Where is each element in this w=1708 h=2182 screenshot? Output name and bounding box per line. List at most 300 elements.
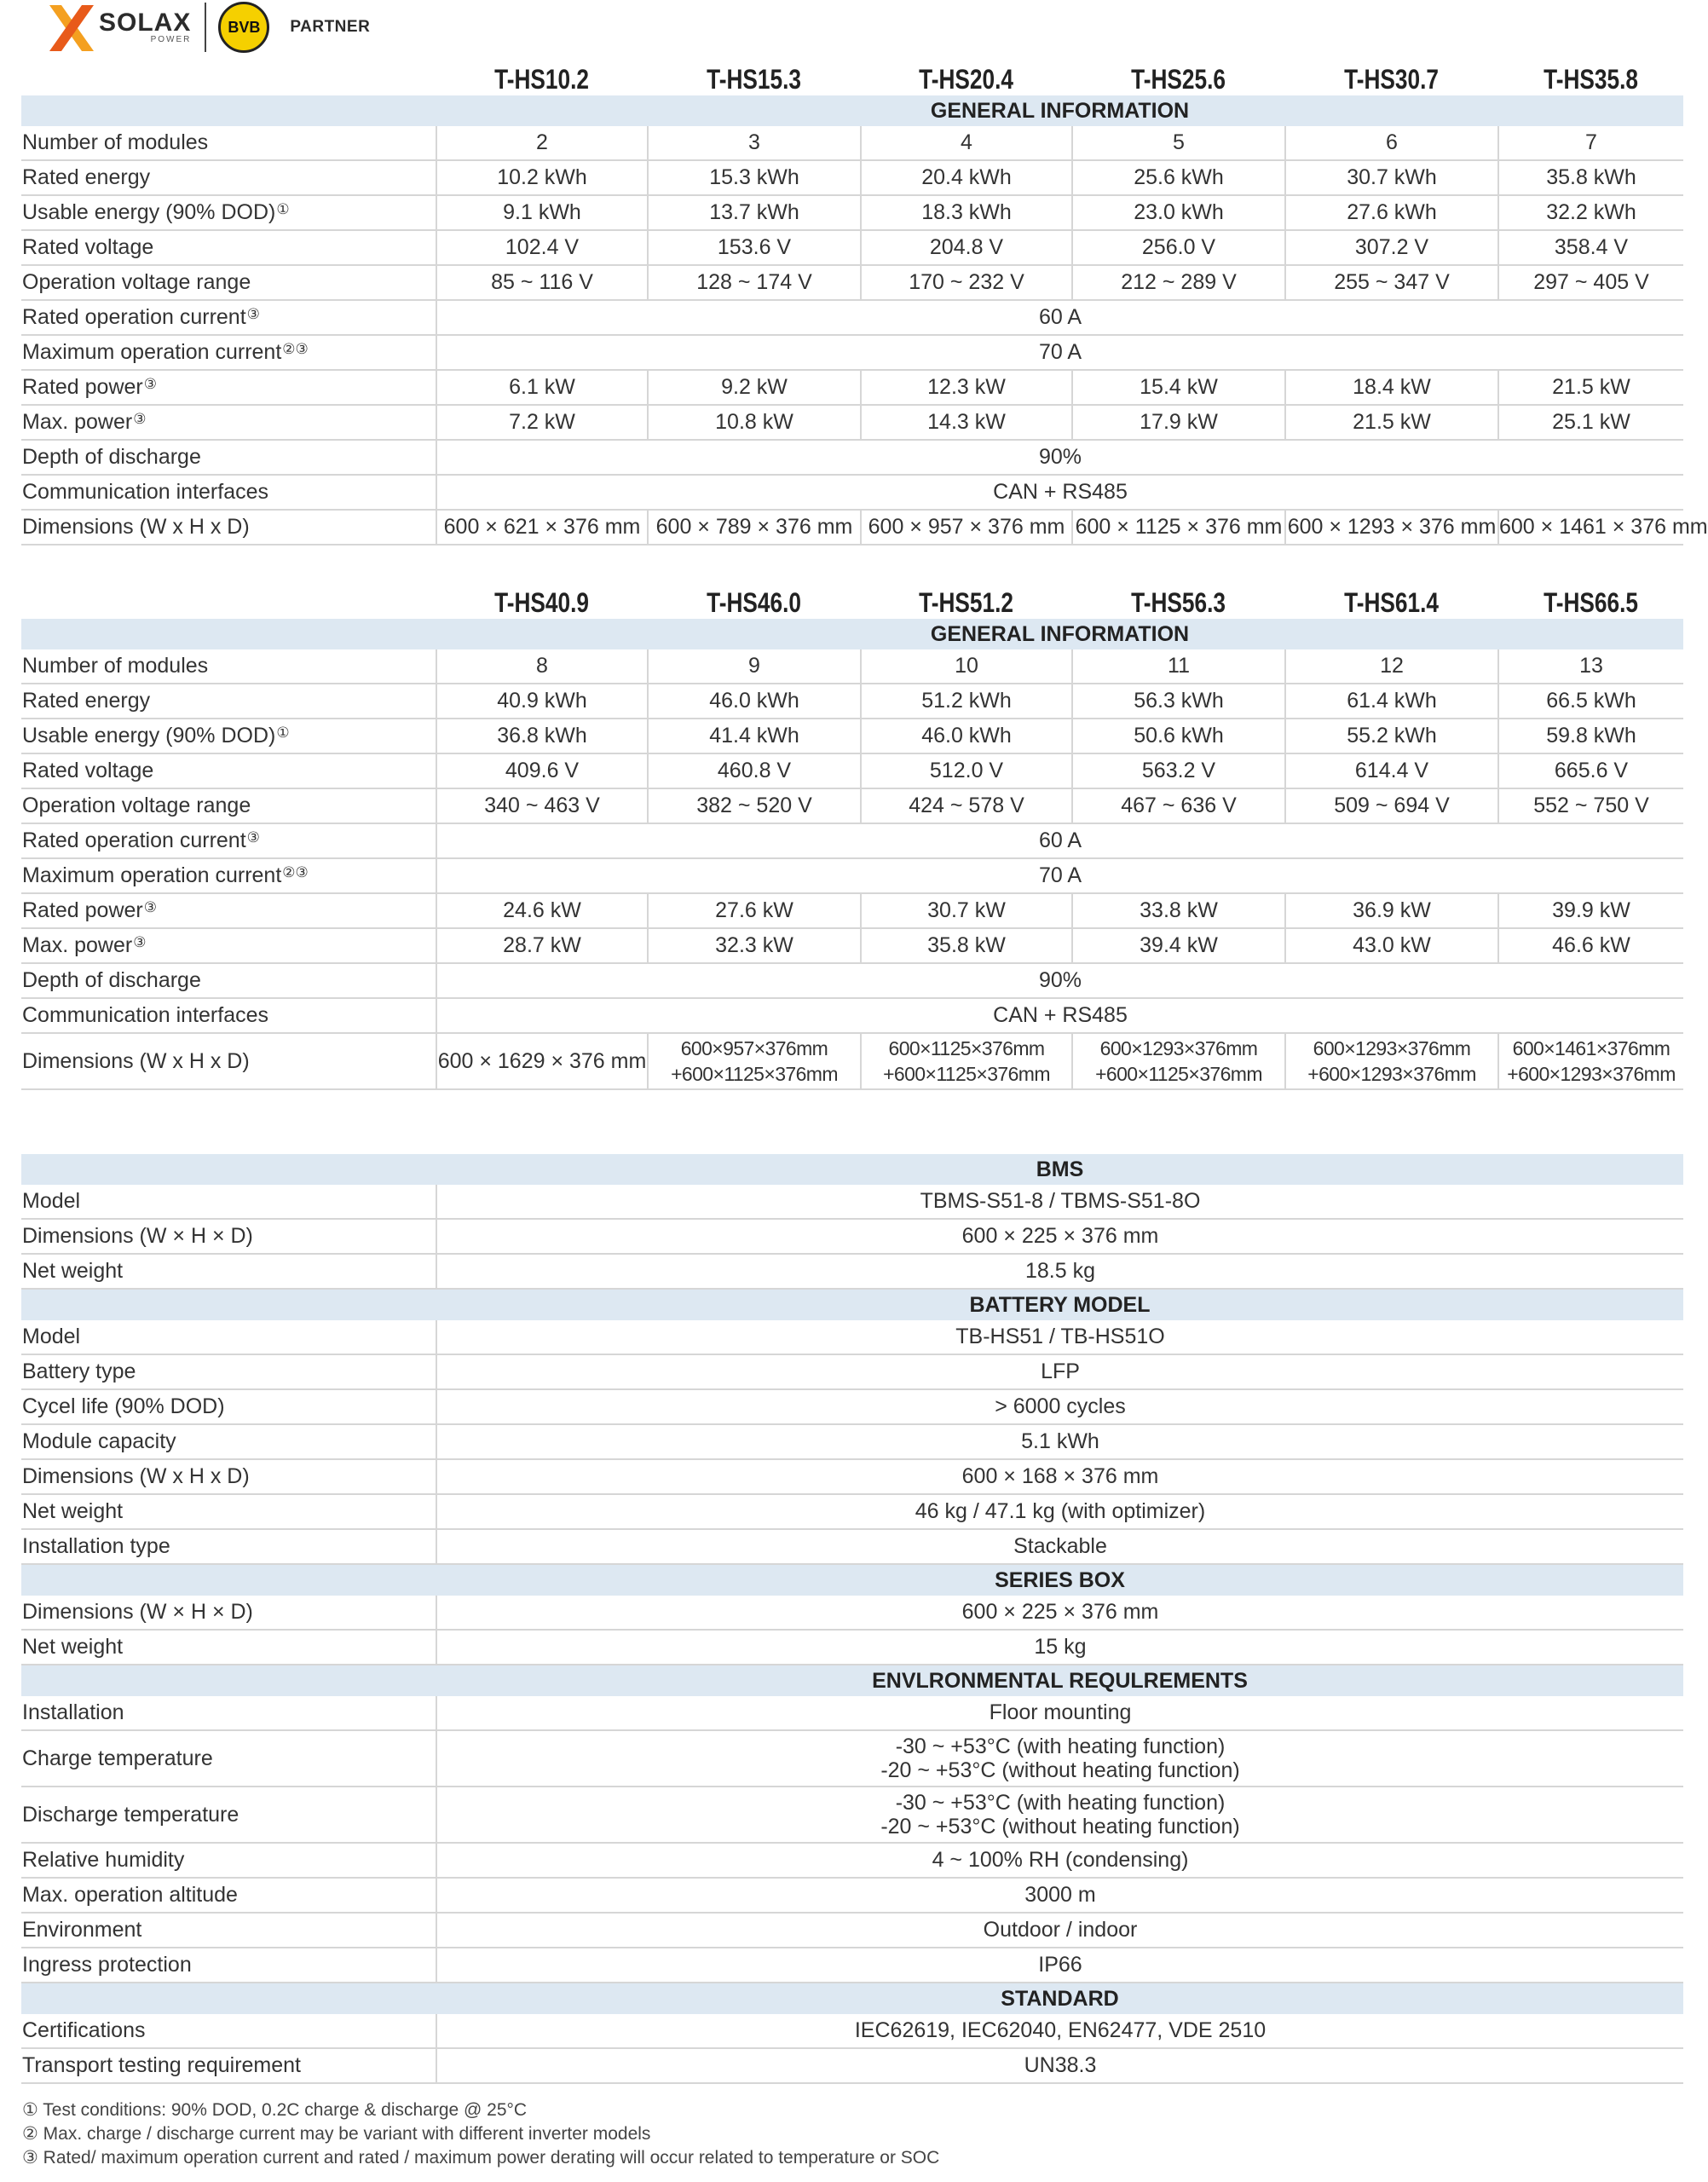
label-text: Rated power [22, 898, 143, 922]
row-value: 28.7 kW [436, 928, 648, 963]
row-value: 6 [1285, 126, 1498, 160]
table-row [21, 1948, 1683, 1983]
footnote: ② Max. charge / discharge current may be variant with different inverter models [22, 2124, 651, 2144]
label-text: Dimensions (W x H x D) [22, 1464, 250, 1488]
footnote-ref: ③ [143, 899, 157, 915]
table-row [21, 1787, 1683, 1843]
row-value: 21.5 kW [1498, 370, 1683, 405]
table-row [21, 788, 1683, 823]
row-label [21, 649, 436, 684]
footnote-ref: ③ [143, 376, 157, 392]
row-value: 7 [1498, 126, 1683, 160]
row-label [21, 1494, 436, 1529]
table-row [21, 265, 1683, 300]
row-value: 460.8 V [648, 753, 861, 788]
table-row [21, 1254, 1683, 1289]
row-value: 11 [1072, 649, 1285, 684]
label-text: Usable energy (90% DOD) [22, 724, 276, 748]
model-name-text: T-HS40.9 [494, 587, 590, 618]
row-value: 36.9 kW [1285, 893, 1498, 928]
row-value: 15.3 kWh [648, 160, 861, 195]
row-label [21, 823, 436, 858]
model-name-text: T-HS20.4 [919, 64, 1014, 95]
row-label [21, 405, 436, 440]
table-row [21, 126, 1683, 160]
label-text: Module capacity [22, 1429, 176, 1453]
model-name-text: T-HS30.7 [1344, 64, 1440, 95]
row-value: 56.3 kWh [1072, 684, 1285, 719]
label-text: Usable energy (90% DOD) [22, 200, 276, 224]
label-text: Relative humidity [22, 1848, 185, 1872]
row-value: 509 ~ 694 V [1285, 788, 1498, 823]
model-name-text: T-HS51.2 [919, 587, 1014, 618]
row-value: 467 ~ 636 V [1072, 788, 1285, 823]
table-row [21, 1033, 1683, 1089]
table-row [21, 649, 1683, 684]
row-value: 27.6 kW [648, 893, 861, 928]
row-value: TB-HS51 / TB-HS51O [436, 1320, 1683, 1354]
row-value: 409.6 V [436, 753, 648, 788]
row-label [21, 684, 436, 719]
table-row [21, 893, 1683, 928]
model-name [648, 580, 861, 619]
row-value: Outdoor / indoor [436, 1913, 1683, 1948]
row-value: 600 × 225 × 376 mm [436, 1219, 1683, 1254]
row-label [21, 1630, 436, 1665]
row-value: 70 A [436, 335, 1683, 370]
row-value: 600 × 1629 × 376 mm [436, 1033, 648, 1089]
row-value: 15.4 kW [1072, 370, 1285, 405]
row-value: CAN + RS485 [436, 475, 1683, 510]
row-value: 512.0 V [861, 753, 1072, 788]
model-header-row [21, 580, 1683, 619]
row-label [21, 1843, 436, 1878]
row-value: 36.8 kWh [436, 719, 648, 753]
row-label [21, 1596, 436, 1630]
row-label [21, 1033, 436, 1089]
row-value: 30.7 kW [861, 893, 1072, 928]
row-value: 46.6 kW [1498, 928, 1683, 963]
table-row [21, 195, 1683, 230]
row-label [21, 998, 436, 1033]
row-value: 256.0 V [1072, 230, 1285, 265]
row-label [21, 858, 436, 893]
label-text: Max. power [22, 410, 133, 434]
blank-cell [21, 1983, 436, 2014]
row-value: 4 ~ 100% RH (condensing) [436, 1843, 1683, 1878]
row-value: 35.8 kWh [1498, 160, 1683, 195]
row-value: 170 ~ 232 V [861, 265, 1072, 300]
dim-line: +600×1125×376mm [1095, 1063, 1262, 1085]
label-text: Number of modules [22, 130, 209, 154]
blank-cell [21, 1564, 436, 1596]
row-label [21, 1948, 436, 1983]
table-row [21, 928, 1683, 963]
row-value: Stackable [436, 1529, 1683, 1564]
label-text: Rated power [22, 375, 143, 399]
row-value: 27.6 kWh [1285, 195, 1498, 230]
blank-cell [21, 1154, 436, 1185]
model-name-text: T-HS10.2 [494, 64, 590, 95]
row-value: 600 × 225 × 376 mm [436, 1596, 1683, 1630]
model-name [1072, 580, 1285, 619]
row-label [21, 1389, 436, 1424]
table-row [21, 753, 1683, 788]
section-title: GENERAL INFORMATION [436, 619, 1683, 649]
row-value: 25.1 kW [1498, 405, 1683, 440]
row-value: 614.4 V [1285, 753, 1498, 788]
row-label [21, 195, 436, 230]
row-value: 46 kg / 47.1 kg (with optimizer) [436, 1494, 1683, 1529]
value-line: -30 ~ +53°C (with heating function) [895, 1735, 1226, 1758]
row-label [21, 1696, 436, 1730]
footnotes [22, 2098, 939, 2170]
row-value: IP66 [436, 1948, 1683, 1983]
row-value: 13 [1498, 649, 1683, 684]
model-name-text: T-HS25.6 [1131, 64, 1226, 95]
row-value: 33.8 kW [1072, 893, 1285, 928]
row-label [21, 788, 436, 823]
row-value: 14.3 kW [861, 405, 1072, 440]
section-title: ENVLRONMENTAL REQULREMENTS [436, 1665, 1683, 1696]
row-value: 32.3 kW [648, 928, 861, 963]
table-row [21, 1320, 1683, 1354]
row-value: 60 A [436, 823, 1683, 858]
dim-line: +600×1293×376mm [1307, 1063, 1476, 1085]
table-row [21, 1185, 1683, 1219]
label-text: Discharge temperature [22, 1803, 239, 1827]
model-name [1285, 56, 1498, 95]
row-value: 665.6 V [1498, 753, 1683, 788]
blank-cell [21, 1289, 436, 1320]
section-header [21, 95, 1683, 126]
section-title: STANDARD [436, 1983, 1683, 2014]
model-name-text: T-HS66.5 [1544, 587, 1638, 618]
row-value: 90% [436, 440, 1683, 475]
row-value: 7.2 kW [436, 405, 648, 440]
table-row [21, 160, 1683, 195]
table-row [21, 300, 1683, 335]
row-value: 30.7 kWh [1285, 160, 1498, 195]
label-text: Rated voltage [22, 759, 154, 782]
section-header [21, 1289, 1683, 1320]
row-value: 32.2 kWh [1498, 195, 1683, 230]
model-name [1285, 580, 1498, 619]
row-label [21, 753, 436, 788]
spec-table-3 [21, 1154, 1683, 2084]
table-row [21, 1494, 1683, 1529]
row-value: 35.8 kW [861, 928, 1072, 963]
row-label [21, 1730, 436, 1787]
section-title: BATTERY MODEL [436, 1289, 1683, 1320]
row-value: 39.4 kW [1072, 928, 1285, 963]
row-value: 2 [436, 126, 648, 160]
row-label [21, 475, 436, 510]
label-text: Model [22, 1325, 81, 1348]
footnote-ref: ②③ [282, 864, 309, 880]
dim-line: +600×1293×376mm [1507, 1063, 1676, 1085]
row-value: IEC62619, IEC62040, EN62477, VDE 2510 [436, 2014, 1683, 2048]
label-text: Model [22, 1189, 81, 1213]
row-value [648, 1033, 861, 1089]
solax-x-logo-icon [48, 3, 95, 51]
row-value [1498, 1033, 1683, 1089]
table-row [21, 230, 1683, 265]
brand-header [48, 0, 370, 55]
brand-sub: POWER [150, 34, 192, 44]
row-value: 255 ~ 347 V [1285, 265, 1498, 300]
row-value: 358.4 V [1498, 230, 1683, 265]
label-text: Certifications [22, 2018, 146, 2042]
row-value: 600 × 1461 × 376 mm [1498, 510, 1683, 545]
label-text: Dimensions (W × H × D) [22, 1224, 253, 1248]
row-value [436, 1787, 1683, 1843]
model-header-row [21, 56, 1683, 95]
label-text: Cycel life (90% DOD) [22, 1394, 225, 1418]
row-label [21, 1254, 436, 1289]
model-name-text: T-HS46.0 [707, 587, 802, 618]
footnote: ① Test conditions: 90% DOD, 0.2C charge & discharge @ 25°C [22, 2100, 528, 2120]
label-text: Installation [22, 1700, 124, 1724]
row-value: 9.2 kW [648, 370, 861, 405]
model-name [1072, 56, 1285, 95]
row-value: 12.3 kW [861, 370, 1072, 405]
section-title: BMS [436, 1154, 1683, 1185]
label-text: Installation type [22, 1534, 170, 1558]
table-row [21, 475, 1683, 510]
table-row [21, 335, 1683, 370]
row-value: > 6000 cycles [436, 1389, 1683, 1424]
table-row [21, 510, 1683, 545]
row-value: 46.0 kWh [648, 684, 861, 719]
row-value [861, 1033, 1072, 1089]
table-row [21, 1730, 1683, 1787]
row-label [21, 230, 436, 265]
row-value: 25.6 kWh [1072, 160, 1285, 195]
row-value: 3 [648, 126, 861, 160]
table-row [21, 1219, 1683, 1254]
row-label [21, 963, 436, 998]
row-label [21, 893, 436, 928]
solax-wordmark [99, 8, 192, 44]
row-label [21, 1459, 436, 1494]
row-label [21, 440, 436, 475]
label-text: Maximum operation current [22, 340, 282, 364]
row-value: 102.4 V [436, 230, 648, 265]
row-value: 18.5 kg [436, 1254, 1683, 1289]
row-label [21, 510, 436, 545]
table-row [21, 1630, 1683, 1665]
section-header [21, 1154, 1683, 1185]
row-label [21, 126, 436, 160]
row-value: 17.9 kW [1072, 405, 1285, 440]
table-row [21, 1354, 1683, 1389]
dim-line: 600×1125×376mm [888, 1037, 1045, 1059]
row-value: 6.1 kW [436, 370, 648, 405]
row-value: 66.5 kWh [1498, 684, 1683, 719]
table-row [21, 2014, 1683, 2048]
label-text: Net weight [22, 1635, 124, 1659]
row-label [21, 265, 436, 300]
row-value: 13.7 kWh [648, 195, 861, 230]
model-name [436, 580, 648, 619]
section-header [21, 619, 1683, 649]
label-text: Net weight [22, 1259, 124, 1283]
row-value: 600 × 621 × 376 mm [436, 510, 648, 545]
row-value: 23.0 kWh [1072, 195, 1285, 230]
row-value: 563.2 V [1072, 753, 1285, 788]
table-row [21, 858, 1683, 893]
model-name-text: T-HS35.8 [1544, 64, 1638, 95]
row-label [21, 1320, 436, 1354]
row-label [21, 2048, 436, 2083]
label-text: Rated energy [22, 689, 151, 713]
row-value: 90% [436, 963, 1683, 998]
label-text: Depth of discharge [22, 445, 201, 469]
row-value: 4 [861, 126, 1072, 160]
label-text: Transport testing requirement [22, 2053, 302, 2077]
row-value: 39.9 kW [1498, 893, 1683, 928]
row-value: 10.2 kWh [436, 160, 648, 195]
label-text: Max. operation altitude [22, 1883, 238, 1907]
label-text: Communication interfaces [22, 480, 269, 504]
label-text: Environment [22, 1918, 142, 1942]
row-value: 70 A [436, 858, 1683, 893]
row-value: 50.6 kWh [1072, 719, 1285, 753]
row-value: 12 [1285, 649, 1498, 684]
footnote-ref: ③ [133, 934, 147, 950]
table-row [21, 719, 1683, 753]
model-name [1498, 580, 1683, 619]
model-name [861, 56, 1072, 95]
row-label [21, 928, 436, 963]
footnote-ref: ③ [246, 306, 260, 322]
table-row [21, 1878, 1683, 1913]
table-row [21, 1389, 1683, 1424]
row-label [21, 719, 436, 753]
table-row [21, 823, 1683, 858]
row-value: 21.5 kW [1285, 405, 1498, 440]
row-value: 51.2 kWh [861, 684, 1072, 719]
blank-cell [21, 95, 436, 126]
label-text: Depth of discharge [22, 968, 201, 992]
row-value: 212 ~ 289 V [1072, 265, 1285, 300]
table-row [21, 1696, 1683, 1730]
row-value: 41.4 kWh [648, 719, 861, 753]
value-line: -30 ~ +53°C (with heating function) [895, 1791, 1226, 1815]
table-row [21, 2048, 1683, 2083]
row-label [21, 160, 436, 195]
brand-name: SOLAX [99, 8, 192, 37]
partner-label: PARTNER [290, 18, 371, 36]
row-value [1072, 1033, 1285, 1089]
label-text: Communication interfaces [22, 1003, 269, 1027]
row-value: 20.4 kWh [861, 160, 1072, 195]
section-title: GENERAL INFORMATION [436, 95, 1683, 126]
row-value: Floor mounting [436, 1696, 1683, 1730]
row-value: TBMS-S51-8 / TBMS-S51-8O [436, 1185, 1683, 1219]
footnote-ref: ③ [133, 411, 147, 427]
label-text: Charge temperature [22, 1746, 213, 1770]
row-value: 59.8 kWh [1498, 719, 1683, 753]
row-value: 552 ~ 750 V [1498, 788, 1683, 823]
section-header [21, 1564, 1683, 1596]
label-text: Operation voltage range [22, 270, 251, 294]
dim-line: +600×1125×376mm [671, 1063, 838, 1085]
club-name: BVB [228, 18, 261, 36]
model-name-text: T-HS61.4 [1344, 587, 1440, 618]
footnote-ref: ②③ [282, 341, 309, 357]
section-header [21, 1983, 1683, 2014]
footnote: ③ Rated/ maximum operation current and rated / maximum power derating will occur related to temperature or SOC [22, 2148, 940, 2168]
row-label [21, 300, 436, 335]
table-row [21, 963, 1683, 998]
table-row [21, 440, 1683, 475]
row-value: 600 × 1125 × 376 mm [1072, 510, 1285, 545]
row-value: 10.8 kW [648, 405, 861, 440]
row-value: 5.1 kWh [436, 1424, 1683, 1459]
label-text: Rated operation current [22, 305, 246, 329]
blank-cell [21, 1665, 436, 1696]
blank-cell [21, 580, 436, 619]
model-name [861, 580, 1072, 619]
row-value: 382 ~ 520 V [648, 788, 861, 823]
row-value: 9.1 kWh [436, 195, 648, 230]
row-label [21, 2014, 436, 2048]
label-text: Dimensions (W × H × D) [22, 1600, 253, 1624]
row-value: 24.6 kW [436, 893, 648, 928]
label-text: Operation voltage range [22, 794, 251, 817]
row-value [436, 1730, 1683, 1787]
footnote-ref: ① [276, 724, 290, 741]
section-header [21, 1665, 1683, 1696]
label-text: Battery type [22, 1359, 136, 1383]
row-value [1285, 1033, 1498, 1089]
section-title: SERIES BOX [436, 1564, 1683, 1596]
label-text: Rated voltage [22, 235, 154, 259]
table-row [21, 1596, 1683, 1630]
table-row [21, 1459, 1683, 1494]
row-value: 61.4 kWh [1285, 684, 1498, 719]
table-row [21, 1529, 1683, 1564]
row-value: LFP [436, 1354, 1683, 1389]
row-value: 128 ~ 174 V [648, 265, 861, 300]
label-text: Number of modules [22, 654, 209, 678]
model-name [648, 56, 861, 95]
label-text: Rated energy [22, 165, 151, 189]
table-row [21, 684, 1683, 719]
table-row [21, 370, 1683, 405]
model-name-text: T-HS15.3 [707, 64, 802, 95]
dim-line: 600×957×376mm [680, 1037, 828, 1059]
row-value: 204.8 V [861, 230, 1072, 265]
dim-line: 600×1293×376mm [1313, 1037, 1471, 1059]
row-value: 3000 m [436, 1878, 1683, 1913]
row-label [21, 1354, 436, 1389]
label-text: Dimensions (W x H x D) [22, 515, 250, 539]
row-value: CAN + RS485 [436, 998, 1683, 1033]
blank-cell [21, 56, 436, 95]
row-value: 600 × 168 × 376 mm [436, 1459, 1683, 1494]
row-value: 153.6 V [648, 230, 861, 265]
label-text: Max. power [22, 933, 133, 957]
row-value: 297 ~ 405 V [1498, 265, 1683, 300]
label-text: Ingress protection [22, 1953, 192, 1977]
spec-table-2 [21, 580, 1683, 1090]
row-label [21, 1787, 436, 1843]
row-value: 55.2 kWh [1285, 719, 1498, 753]
label-text: Rated operation current [22, 828, 246, 852]
